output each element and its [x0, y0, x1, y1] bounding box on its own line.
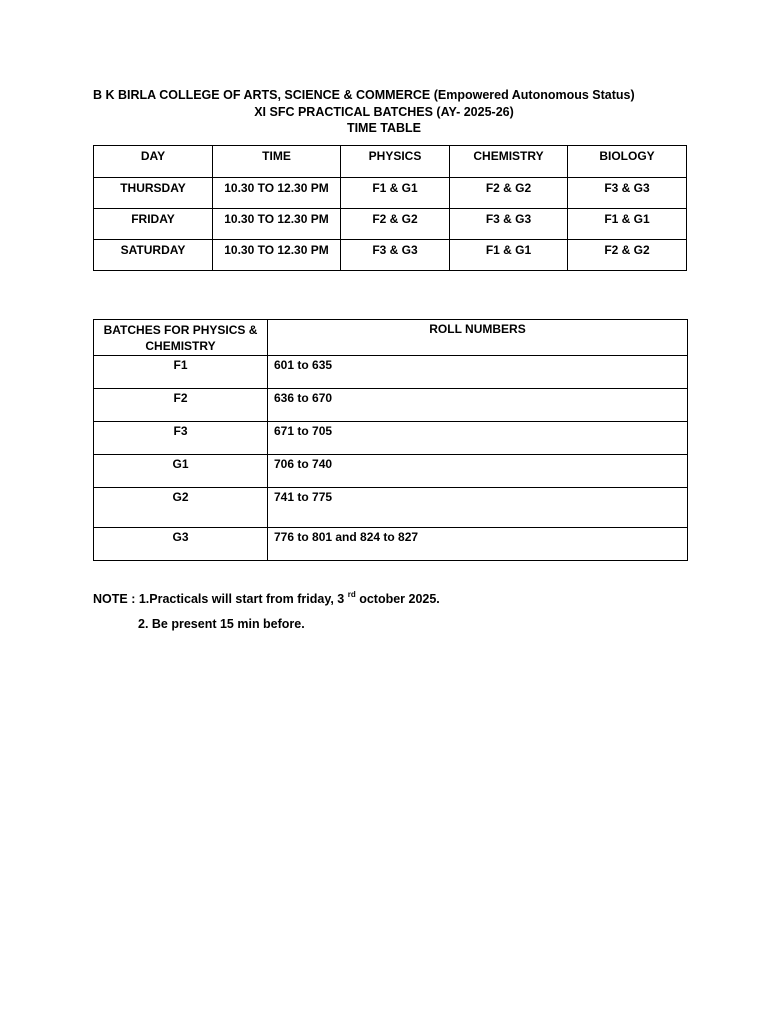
batch-roll-numbers-table — [93, 319, 688, 561]
column-header-batches-line1: BATCHES FOR PHYSICS & — [103, 323, 258, 337]
timetable-header-row — [94, 146, 687, 178]
chemistry-cell: F2 & G2 — [450, 178, 568, 209]
time-cell: 10.30 TO 12.30 PM — [213, 240, 341, 271]
note1-prefix: NOTE : 1.Practicals will start from friday, 3 — [93, 592, 348, 606]
column-header-batches — [94, 320, 268, 356]
time-cell: 10.30 TO 12.30 PM — [213, 209, 341, 240]
timetable-row — [94, 178, 687, 209]
timetable — [93, 145, 687, 271]
biology-cell: F1 & G1 — [568, 209, 687, 240]
batch-cell: F2 — [94, 389, 268, 422]
column-header-physics: PHYSICS — [341, 146, 450, 178]
column-header-biology: BIOLOGY — [568, 146, 687, 178]
batch-cell: F3 — [94, 422, 268, 455]
time-cell: 10.30 TO 12.30 PM — [213, 178, 341, 209]
physics-cell: F2 & G2 — [341, 209, 450, 240]
note1-ordinal-suffix: rd — [347, 590, 356, 599]
batch-row — [94, 389, 688, 422]
roll-number-cell: 741 to 775 — [268, 488, 688, 528]
college-name: B K BIRLA COLLEGE OF ARTS, SCIENCE & COMMERCE (Empowered Autonomous Status) — [93, 88, 635, 102]
day-cell: SATURDAY — [94, 240, 213, 271]
note-line-2: 2. Be present 15 min before. — [138, 617, 305, 631]
batch-row — [94, 528, 688, 561]
note1-suffix: october 2025. — [355, 592, 440, 606]
roll-number-cell: 776 to 801 and 824 to 827 — [268, 528, 688, 561]
column-header-roll-numbers: ROLL NUMBERS — [268, 320, 688, 356]
biology-cell: F2 & G2 — [568, 240, 687, 271]
day-cell: FRIDAY — [94, 209, 213, 240]
roll-number-cell: 671 to 705 — [268, 422, 688, 455]
timetable-row — [94, 240, 687, 271]
physics-cell: F3 & G3 — [341, 240, 450, 271]
column-header-day: DAY — [94, 146, 213, 178]
batch-cell: G3 — [94, 528, 268, 561]
column-header-batches-line2: CHEMISTRY — [145, 339, 216, 353]
roll-number-cell: 636 to 670 — [268, 389, 688, 422]
note-line-1 — [93, 590, 440, 606]
document-subtitle: XI SFC PRACTICAL BATCHES (AY- 2025-26) — [254, 105, 514, 119]
chemistry-cell: F3 & G3 — [450, 209, 568, 240]
day-cell: THURSDAY — [94, 178, 213, 209]
column-header-time: TIME — [213, 146, 341, 178]
document-title: TIME TABLE — [346, 121, 422, 135]
batch-row — [94, 455, 688, 488]
batch-cell: F1 — [94, 356, 268, 389]
roll-number-cell: 706 to 740 — [268, 455, 688, 488]
physics-cell: F1 & G1 — [341, 178, 450, 209]
chemistry-cell: F1 & G1 — [450, 240, 568, 271]
batch-cell: G2 — [94, 488, 268, 528]
batch-row — [94, 356, 688, 389]
batches-header-row — [94, 320, 688, 356]
roll-number-cell: 601 to 635 — [268, 356, 688, 389]
batch-cell: G1 — [94, 455, 268, 488]
biology-cell: F3 & G3 — [568, 178, 687, 209]
batch-row — [94, 488, 688, 528]
column-header-chemistry: CHEMISTRY — [450, 146, 568, 178]
batch-row — [94, 422, 688, 455]
timetable-row — [94, 209, 687, 240]
